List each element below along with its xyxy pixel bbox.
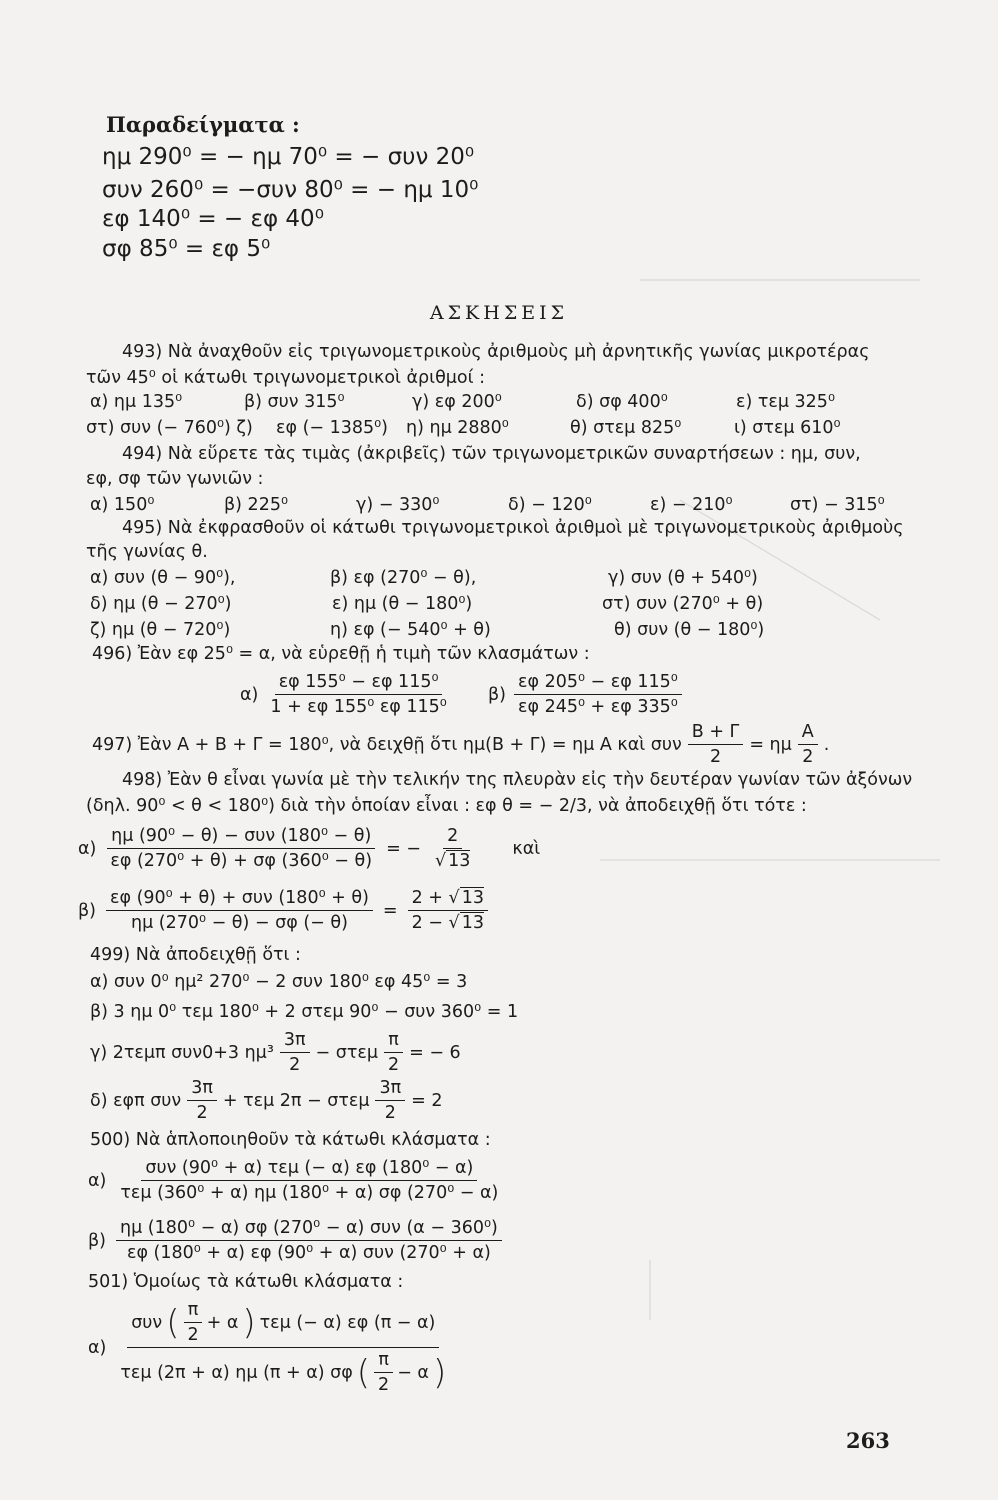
expr-end: = 2 [411,1090,443,1111]
expr-middle: − στεμ [315,1042,378,1063]
exercise-497-text: 497) Ἐὰν Α + Β + Γ = 180⁰, νὰ δειχθῇ ὅτι ημ(Β + Γ) = ημ Α καὶ συν [92,734,682,755]
exercise-item: α) συν (θ − 90⁰), [90,568,236,588]
exercise-498-intro: 498) Ἐὰν θ εἶναι γωνία μὲ τὴν τελικήν της πλευρὰν εἰς τὴν δευτέραν γωνίαν τῶν ἀξόνων [122,770,913,790]
exercise-item: β) 3 ημ 0⁰ τεμ 180⁰ + 2 στεμ 90⁰ − συν 360⁰ = 1 [90,1002,519,1022]
fraction-numerator: 3π [187,1078,217,1101]
exercise-item: ε) τεμ 325⁰ [736,392,835,412]
fraction-denominator: 2 [196,1103,208,1123]
fraction [106,826,376,871]
exercise-496-a [240,672,451,717]
exercise-item: δ) ημ (θ − 270⁰) [90,594,232,614]
exercise-item: η) ημ 2880⁰ [406,418,509,438]
expr-prefix: γ) 2τεμπ συν0+3 ημ³ [90,1042,274,1063]
example-line: σφ 85⁰ = εφ 5⁰ [102,236,271,262]
exercise-499-intro: 499) Νὰ ἀποδειχθῇ ὅτι : [90,945,301,965]
fraction-denominator: εφ (180⁰ + α) εφ (90⁰ + α) συν (270⁰ + α) [126,1243,491,1263]
right-paren: ) [432,1352,447,1393]
fraction [375,1078,405,1123]
fraction-numerator: Α [798,722,818,745]
exercise-item: στ) − 315⁰ [790,495,885,515]
period: . [823,734,830,755]
fraction [431,826,474,871]
exercise-495-intro: 495) Νὰ ἐκφρασθοῦν οἱ κάτωθι τριγωνομετρικοὶ ἀριθμοὶ μὲ τριγωνομετρικοὺς ἀριθμοὺς [122,518,904,538]
exercise-item: β) συν 315⁰ [244,392,345,412]
exercise-500-b [88,1218,502,1263]
item-label: α) [240,684,259,705]
exercise-499-g [90,1030,461,1075]
exercise-item: ε) − 210⁰ [650,495,733,515]
fraction [116,1218,502,1263]
equals-text: = ημ [749,734,792,755]
fraction-denominator: √ 13 [434,851,471,871]
denominator-prefix: 2 − [411,913,443,933]
exercise-item: ε) ημ (θ − 180⁰) [332,594,473,614]
paren-content: + α [206,1312,239,1333]
exercise-499-d [90,1078,443,1123]
fraction [408,888,488,933]
fraction [187,1078,217,1123]
exercise-item: ι) στεμ 610⁰ [734,418,841,438]
exercise-item: θ) συν (θ − 180⁰) [614,620,765,640]
fraction-numerator: 3π [375,1078,405,1101]
exercise-493-intro-cont: τῶν 45⁰ οἱ κάτωθι τριγωνομετρικοὶ ἀριθμοί : [86,368,486,388]
fraction-denominator: 2 [289,1055,301,1075]
fraction-numerator: 3π [280,1030,310,1053]
radicand: 13 [461,913,484,933]
item-label: β) [488,684,506,705]
fraction-denominator: 2 [187,1325,199,1345]
exercise-501-a [88,1300,450,1395]
fraction-denominator: 1 + εφ 155⁰ εφ 115⁰ [270,697,447,717]
example-line: εφ 140⁰ = − εφ 40⁰ [102,206,324,232]
exercise-496-intro: 496) Ἐὰν εφ 25⁰ = α, νὰ εὑρεθῇ ἡ τιμὴ τῶν κλασμάτων : [92,644,590,664]
fraction-denominator: 2 [709,747,722,767]
expr-prefix: δ) εφπ συν [90,1090,182,1111]
fraction-denominator: ημ (270⁰ − θ) − σφ (− θ) [130,913,348,933]
exercise-494-intro-cont: εφ, σφ τῶν γωνιῶν : [86,469,264,489]
fraction-numerator: εφ (90⁰ + θ) + συν (180⁰ + θ) [106,888,373,911]
page-number: 263 [846,1428,890,1453]
item-label: α) [78,838,97,859]
fraction-numerator: 2 + √ 13 [408,888,488,911]
exercise-item: γ) συν (θ + 540⁰) [608,568,758,588]
fraction-denominator: 2 − √ 13 [411,913,484,933]
fraction-numerator: π [384,1030,403,1053]
exercise-494-intro: 494) Νὰ εὕρετε τὰς τιμὰς (ἀκριβεῖς) τῶν τριγωνομετρικῶν συναρτήσεων : ημ, συν, [122,444,861,464]
fraction-denominator: εφ 245⁰ + εφ 335⁰ [518,697,678,717]
fraction-numerator: 2 [443,826,462,849]
section-title: ΑΣΚΗΣΕΙΣ [429,302,569,324]
fraction [514,672,682,717]
fraction [798,722,818,767]
exercise-496-b [488,672,682,717]
right-paren: ) [242,1302,256,1343]
exercise-495-intro-cont: τῆς γωνίας θ. [86,542,208,562]
fraction-numerator: ημ (180⁰ − α) σφ (270⁰ − α) συν (α − 360⁰) [116,1218,502,1241]
fraction [106,888,373,933]
fraction-numerator: συν (90⁰ + α) τεμ (− α) εφ (180⁰ − α) [141,1158,477,1181]
fraction-numerator: Β + Γ [688,722,744,745]
item-label: β) [78,900,96,921]
fraction [384,1030,403,1075]
expr-end: = − 6 [409,1042,461,1063]
fraction-denominator: τεμ (360⁰ + α) ημ (180⁰ + α) σφ (270⁰ − α) [120,1183,499,1203]
left-paren: ( [166,1302,180,1343]
fraction-denominator [116,1348,450,1395]
left-paren: ( [356,1352,371,1393]
fraction-denominator: 2 [378,1375,390,1395]
exercise-497 [92,722,829,767]
exercise-498-a [78,826,540,871]
exercise-item: γ) − 330⁰ [356,495,440,515]
exercise-item: α) ημ 135⁰ [90,392,183,412]
exercise-item: στ) συν (270⁰ + θ) [602,594,764,614]
exercise-item: γ) εφ 200⁰ [412,392,502,412]
exercise-500-a [88,1158,502,1203]
exercise-item: εφ (− 1385⁰) [276,418,388,438]
exercise-498-intro-cont: (δηλ. 90⁰ < θ < 180⁰) διὰ τὴν ὁποίαν εἶναι : εφ θ = − 2/3, νὰ ἀποδειχθῇ ὅτι τότε : [86,796,807,816]
item-label: α) [88,1337,107,1358]
fraction [266,672,450,717]
fraction-numerator: ημ (90⁰ − θ) − συν (180⁰ − θ) [107,826,375,849]
fraction-numerator [127,1300,439,1348]
radicand: 13 [461,888,484,908]
expr-middle: + τεμ 2π − στεμ [222,1090,370,1111]
example-line: συν 260⁰ = −συν 80⁰ = − ημ 10⁰ [102,177,479,203]
paren-content: − α [397,1362,429,1383]
exercise-item: α) συν 0⁰ ημ² 270⁰ − 2 συν 180⁰ εφ 45⁰ = 3 [90,972,468,992]
fraction [116,1300,450,1395]
exercise-item: α) 150⁰ [90,495,155,515]
fraction-numerator: π [184,1300,203,1323]
item-label: α) [88,1170,107,1191]
fraction-numerator: εφ 155⁰ − εφ 115⁰ [275,672,443,695]
fraction-numerator: εφ 205⁰ − εφ 115⁰ [514,672,682,695]
fraction [183,1300,202,1345]
numerator-prefix: 2 + [411,888,443,908]
exercise-item: β) εφ (270⁰ − θ), [330,568,477,588]
fraction [116,1158,502,1203]
numerator-prefix: συν [131,1312,163,1333]
fraction [280,1030,310,1075]
fraction-denominator: 2 [802,747,814,767]
examples-heading: Παραδείγματα : [106,112,300,137]
radicand: 13 [448,851,471,871]
equals-text: = [382,900,398,921]
item-label: β) [88,1230,106,1251]
fraction-numerator: π [374,1350,393,1373]
exercise-item: στ) συν (− 760⁰) ζ) [86,418,253,438]
exercise-item: δ) − 120⁰ [508,495,592,515]
exercise-501-intro: 501) Ὁμοίως τὰ κάτωθι κλάσματα : [88,1272,404,1292]
exercise-item: δ) σφ 400⁰ [576,392,668,412]
fraction-denominator: εφ (270⁰ + θ) + σφ (360⁰ − θ) [110,851,373,871]
fraction-denominator: 2 [384,1103,396,1123]
denominator-prefix: τεμ (2π + α) ημ (π + α) σφ [120,1362,353,1383]
equals-text: = − [386,838,421,859]
exercise-item: η) εφ (− 540⁰ + θ) [330,620,491,640]
fraction-denominator: 2 [387,1055,400,1075]
exercise-500-intro: 500) Νὰ ἁπλοποιηθοῦν τὰ κάτωθι κλάσματα : [90,1130,491,1150]
exercise-item: θ) στεμ 825⁰ [570,418,682,438]
fraction [374,1350,393,1395]
kai-text: καὶ [512,838,541,859]
numerator-suffix: τεμ (− α) εφ (π − α) [259,1312,436,1333]
exercise-493-intro: 493) Νὰ ἀναχθοῦν εἰς τριγωνομετρικοὺς ἀριθμοὺς μὴ ἀρνητικῆς γωνίας μικροτέρας [122,342,870,362]
fraction [688,722,744,767]
exercise-item: ζ) ημ (θ − 720⁰) [90,620,231,640]
example-line: ημ 290⁰ = − ημ 70⁰ = − συν 20⁰ [102,144,475,170]
exercise-498-b [78,888,488,933]
exercise-item: β) 225⁰ [224,495,288,515]
